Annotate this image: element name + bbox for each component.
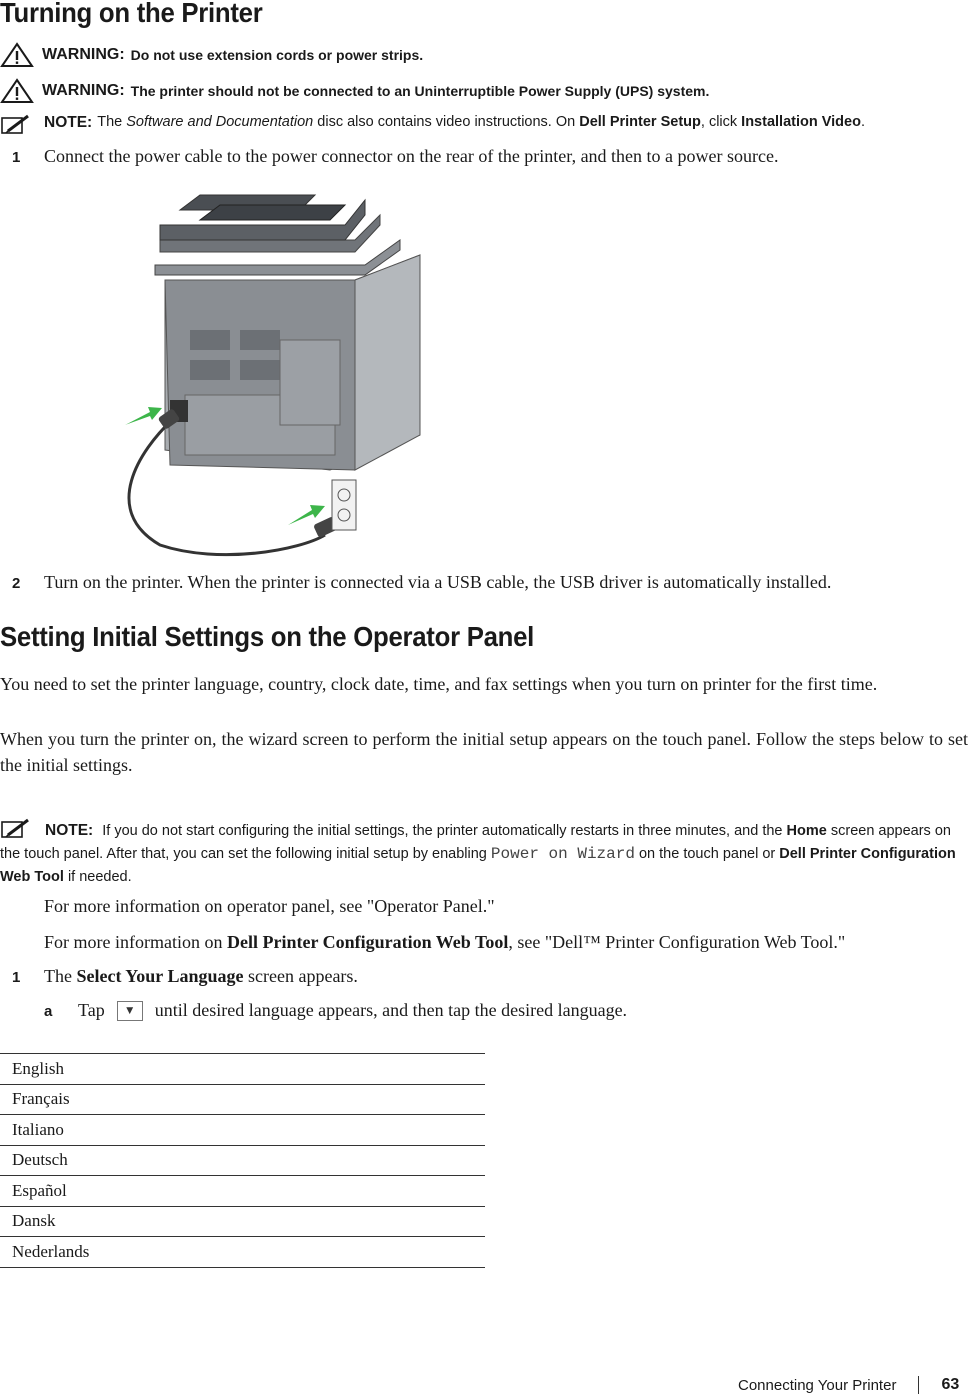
warning-label: WARNING: xyxy=(42,82,125,99)
warning-icon xyxy=(0,78,34,104)
list-item[interactable] xyxy=(0,1054,485,1085)
list-item[interactable] xyxy=(0,1176,485,1207)
warning-ups xyxy=(0,78,709,104)
list-item[interactable] xyxy=(0,1145,485,1176)
warning-text: The printer should not be connected to an Uninterruptible Power Supply (UPS) system. xyxy=(130,83,710,99)
chevron-down-icon: ▼ xyxy=(126,1005,134,1016)
note-text-pre: The xyxy=(97,114,123,130)
language-option[interactable]: Dansk xyxy=(0,1206,485,1237)
note-text: If you do not start configuring the initial settings, the printer automatically restarts in three minutes, and the xyxy=(102,823,783,839)
arrow-icon xyxy=(125,407,162,425)
language-option[interactable]: Español xyxy=(0,1176,485,1207)
info-operator-panel: For more information on operator panel, see "Operator Panel." xyxy=(44,896,495,916)
scroll-down-button[interactable] xyxy=(117,1001,143,1021)
step-number: 2 xyxy=(12,575,21,592)
step-text: Turn on the printer. When the printer is connected via a USB cable, the USB driver is automatically installed. xyxy=(44,572,832,592)
list-item[interactable] xyxy=(0,1237,485,1268)
note-initial-settings xyxy=(0,819,968,889)
note-italic-title: Software and Documentation xyxy=(126,114,314,130)
warning-text: Do not use extension cords or power strips. xyxy=(130,47,424,63)
step-text-pre: The xyxy=(44,966,72,986)
language-list xyxy=(0,1053,485,1268)
printer-power-illustration xyxy=(100,180,480,565)
note-label: NOTE: xyxy=(44,114,93,131)
warning-extension-cords xyxy=(0,42,423,68)
wall-outlet-icon xyxy=(332,480,356,530)
list-item[interactable] xyxy=(0,1115,485,1146)
intro-paragraph-2: When you turn the printer on, the wizard screen to perform the initial setup appears on the touch panel. Follow the steps below to set the initial settings. xyxy=(0,729,968,775)
substep-text-post: until desired language appears, and then tap the desired language. xyxy=(154,1000,628,1020)
installation-video-link[interactable]: Installation Video xyxy=(741,114,861,130)
note-text: screen appears on the touch panel. After that, you can set the following initial setup by enabling xyxy=(0,823,951,862)
footer-section-name: Connecting Your Printer xyxy=(738,1376,897,1394)
substep-text-pre: Tap xyxy=(78,1000,105,1020)
note-label: NOTE: xyxy=(45,822,94,839)
substep-letter: a xyxy=(44,1003,53,1020)
language-option[interactable]: Français xyxy=(0,1084,485,1115)
pencil-note-icon xyxy=(0,114,32,136)
section-title-turning-on: Turning on the Printer xyxy=(0,0,263,28)
language-option[interactable]: Italiano xyxy=(0,1115,485,1146)
arrow-icon xyxy=(288,505,325,525)
language-option[interactable]: Deutsch xyxy=(0,1145,485,1176)
page-footer xyxy=(738,1376,959,1394)
list-item[interactable] xyxy=(0,1084,485,1115)
dell-printer-setup-link[interactable]: Dell Printer Setup xyxy=(579,114,701,130)
info-bold-link[interactable]: Dell Printer Configuration Web Tool xyxy=(226,932,509,952)
select-language-screen-name: Select Your Language xyxy=(76,966,244,986)
intro-paragraph-1: You need to set the printer language, country, clock date, time, and fax settings when you turn on printer for the first time. xyxy=(0,674,878,694)
home-link[interactable]: Home xyxy=(786,823,827,839)
list-item[interactable] xyxy=(0,1206,485,1237)
step-number: 1 xyxy=(12,969,21,986)
note-text-end: . xyxy=(860,114,865,130)
step-text-post: screen appears. xyxy=(248,966,358,986)
language-option[interactable]: Nederlands xyxy=(0,1237,485,1268)
step-text: Connect the power cable to the power connector on the rear of the printer, and then to a power source. xyxy=(44,146,779,166)
info-web-tool xyxy=(44,932,845,953)
info-text: , see "Dell™ Printer Configuration Web Tool." xyxy=(508,932,846,952)
note-text: on the touch panel or xyxy=(638,846,776,862)
section-title-initial-settings: Setting Initial Settings on the Operator Panel xyxy=(0,621,535,652)
warning-icon xyxy=(0,42,34,68)
step-text-language xyxy=(44,966,358,987)
note-text: if needed. xyxy=(67,869,132,885)
warning-label: WARNING: xyxy=(42,46,125,63)
info-text: For more information on xyxy=(44,932,223,952)
language-option[interactable]: English xyxy=(0,1054,485,1085)
note-text-mid: disc also contains video instructions. On xyxy=(317,114,576,130)
note-text-mid2: , click xyxy=(700,114,738,130)
substep-text xyxy=(78,1000,627,1021)
power-on-wizard-code: Power on Wizard xyxy=(490,845,635,863)
dell-config-web-tool-link[interactable]: Dell Printer Configuration Web Tool xyxy=(0,846,956,885)
page-number: 63 xyxy=(941,1376,960,1393)
printer-icon xyxy=(155,195,420,470)
note-video-instructions xyxy=(0,114,865,136)
footer-divider xyxy=(918,1376,919,1394)
step-number: 1 xyxy=(12,149,21,166)
